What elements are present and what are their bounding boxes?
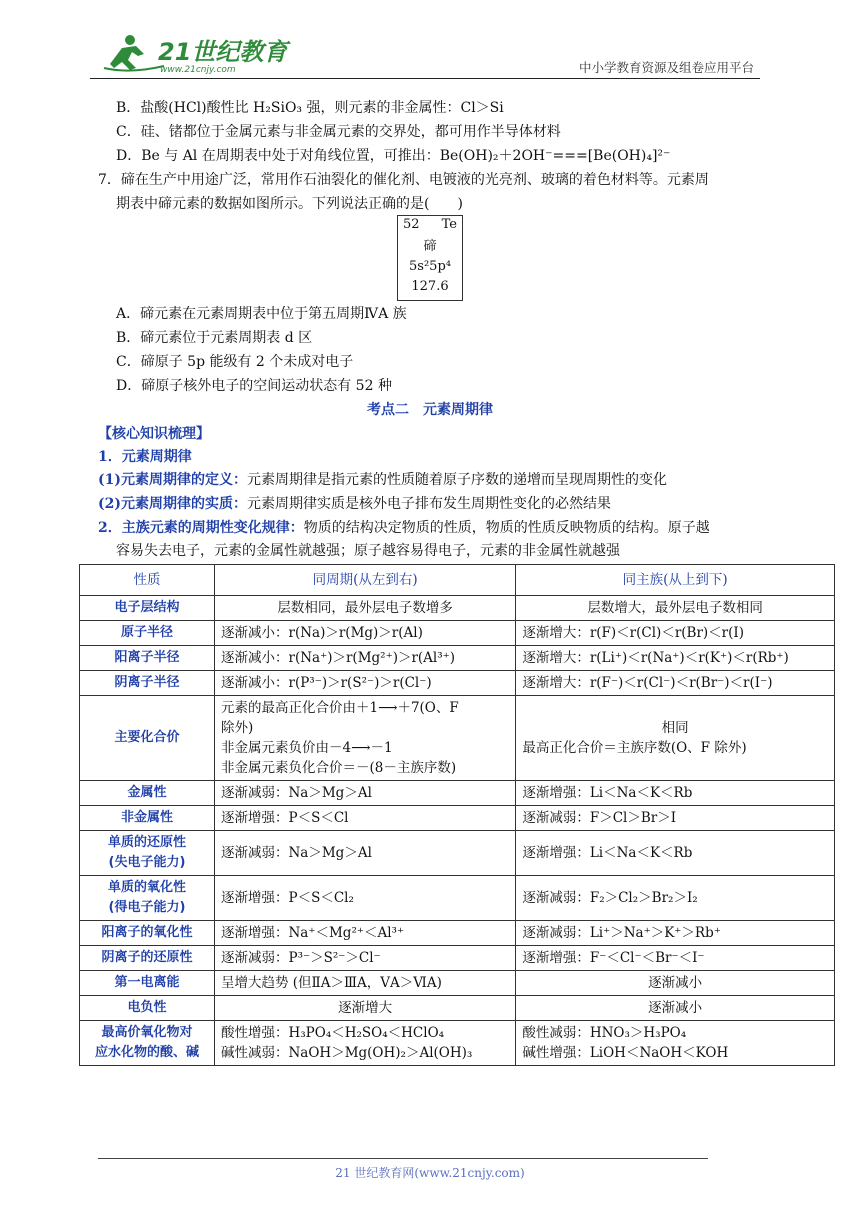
q6-option-d: D．Be 与 Al 在周期表中处于对角线位置，可推出：Be(OH)₂＋2OH⁻===[Be(OH)₄]²⁻ — [116, 148, 671, 164]
q6-option-b: B．盐酸(HCl)酸性比 H₂SiO₃ 强，则元素的非金属性：Cl＞Si — [116, 100, 504, 116]
page-header — [90, 26, 760, 79]
table-row-reducibility: 单质的还原性 (失电子能力) 逐渐减弱：Na＞Mg＞Al 逐渐增强：Li＜Na＜K＜Rb — [80, 831, 835, 876]
table-row: 金属性 逐渐减弱：Na＞Mg＞Al 逐渐增强：Li＜Na＜K＜Rb — [80, 781, 835, 806]
table-row: 电子层结构 层数相同，最外层电子数增多 层数增大，最外层电子数相同 — [80, 596, 835, 621]
q6-option-c: C．硅、锗都位于金属元素与非金属元素的交界处，都可用作半导体材料 — [116, 124, 561, 140]
footer-text: 21 世纪教育网(www.21cnjy.com) — [335, 1166, 525, 1180]
essence-line: (2)元素周期律的实质：元素周期律实质是核外电子排布发生周期性变化的必然结果 — [98, 496, 611, 512]
q7-option-d: D．碲原子核外电子的空间运动状态有 52 种 — [116, 378, 392, 394]
heading-1: 1．元素周期律 — [98, 449, 192, 465]
header-same-period: 同周期(从左到右) — [215, 565, 516, 596]
element-config: 5s²5p⁴ — [409, 259, 451, 274]
core-knowledge-heading: 【核心知识梳理】 — [98, 426, 210, 442]
logo-21cnjy — [100, 30, 360, 74]
table-row: 非金属性 逐渐增强：P＜S＜Cl 逐渐减弱：F＞Cl＞Br＞I — [80, 806, 835, 831]
element-card-tellurium — [397, 215, 463, 301]
periodic-law-table — [79, 564, 835, 1066]
table-row-valence: 主要化合价 元素的最高正化合价由＋1⟶＋7(O、F 除外) 非金属元素负价由－4⟶－1 非金属元素负化合价＝－(8－主族序数) 相同 最高正化合价＝主族序数(O、F 除外) — [80, 696, 835, 781]
table-header-row — [80, 565, 835, 596]
svg-text:www.21cnjy.com: www.21cnjy.com — [160, 65, 236, 74]
table-row: 阴离子半径 逐渐减小：r(P³⁻)＞r(S²⁻)＞r(Cl⁻) 逐渐增大：r(F⁻)＜r(Cl⁻)＜r(Br⁻)＜r(I⁻) — [80, 671, 835, 696]
q7-option-c: C．碲原子 5p 能级有 2 个未成对电子 — [116, 354, 354, 370]
q7-option-a: A．碲元素在元素周期表中位于第五周期ⅣA 族 — [116, 306, 407, 322]
table-row: 阴离子的还原性 逐渐减弱：P³⁻＞S²⁻＞Cl⁻ 逐渐增强：F⁻＜Cl⁻＜Br⁻＜I⁻ — [80, 946, 835, 971]
q7-stem-line1: 7．碲在生产中用途广泛，常用作石油裂化的催化剂、电镀液的光亮剂、玻璃的着色材料等。元素周 — [98, 172, 709, 188]
table-row: 原子半径 逐渐减小：r(Na)＞r(Mg)＞r(Al) 逐渐增大：r(F)＜r(Cl)＜r(Br)＜r(I) — [80, 621, 835, 646]
table-row: 第一电离能 呈增大趋势 (但ⅡA＞ⅢA，ⅤA＞ⅥA) 逐渐减小 — [80, 971, 835, 996]
table-row: 阳离子的氧化性 逐渐增强：Na⁺＜Mg²⁺＜Al³⁺ 逐渐减弱：Li⁺＞Na⁺＞K⁺＞Rb⁺ — [80, 921, 835, 946]
q7-option-b: B．碲元素位于元素周期表 d 区 — [116, 330, 313, 346]
table-row: 阳离子半径 逐渐减小：r(Na⁺)＞r(Mg²⁺)＞r(Al³⁺) 逐渐增大：r(Li⁺)＜r(Na⁺)＜r(K⁺)＜r(Rb⁺) — [80, 646, 835, 671]
platform-name: 中小学教育资源及组卷应用平台 — [578, 60, 754, 75]
header-property: 性质 — [80, 565, 215, 596]
table-row-oxides: 最高价氧化物对 应水化物的酸、碱 酸性增强：H₃PO₄＜H₂SO₄＜HClO₄ 碱性减弱：NaOH＞Mg(OH)₂＞Al(OH)₃ 酸性减弱：HNO₃＞H₃PO₄ 碱性增强：LiOH＜NaOH＜KOH — [80, 1021, 835, 1066]
element-symbol: Te — [441, 217, 457, 232]
element-name: 碲 — [423, 239, 437, 254]
heading-2-line: 2．主族元素的周期性变化规律：物质的结构决定物质的性质，物质的性质反映物质的结构。原子越 — [98, 520, 710, 536]
header-same-group: 同主族(从上到下) — [516, 565, 835, 596]
table-row-electronegativity: 电负性 逐渐增大 逐渐减小 — [80, 996, 835, 1021]
element-number: 52 — [403, 217, 420, 232]
svg-text:21世纪教育: 21世纪教育 — [158, 38, 288, 66]
q7-stem-line2: 期表中碲元素的数据如图所示。下列说法正确的是( ) — [116, 196, 463, 212]
table-row-oxidizability: 单质的氧化性 (得电子能力) 逐渐增强：P＜S＜Cl₂ 逐渐减弱：F₂＞Cl₂＞Br₂＞I₂ — [80, 876, 835, 921]
section-title: 考点二 元素周期律 — [367, 402, 493, 418]
footer-divider — [98, 1158, 708, 1159]
element-mass: 127.6 — [411, 279, 449, 294]
heading-2-line2: 容易失去电子，元素的金属性就越强；原子越容易得电子，元素的非金属性就越强 — [116, 543, 620, 559]
definition-line: (1)元素周期律的定义：元素周期律是指元素的性质随着原子序数的递增而呈现周期性的变化 — [98, 472, 667, 488]
